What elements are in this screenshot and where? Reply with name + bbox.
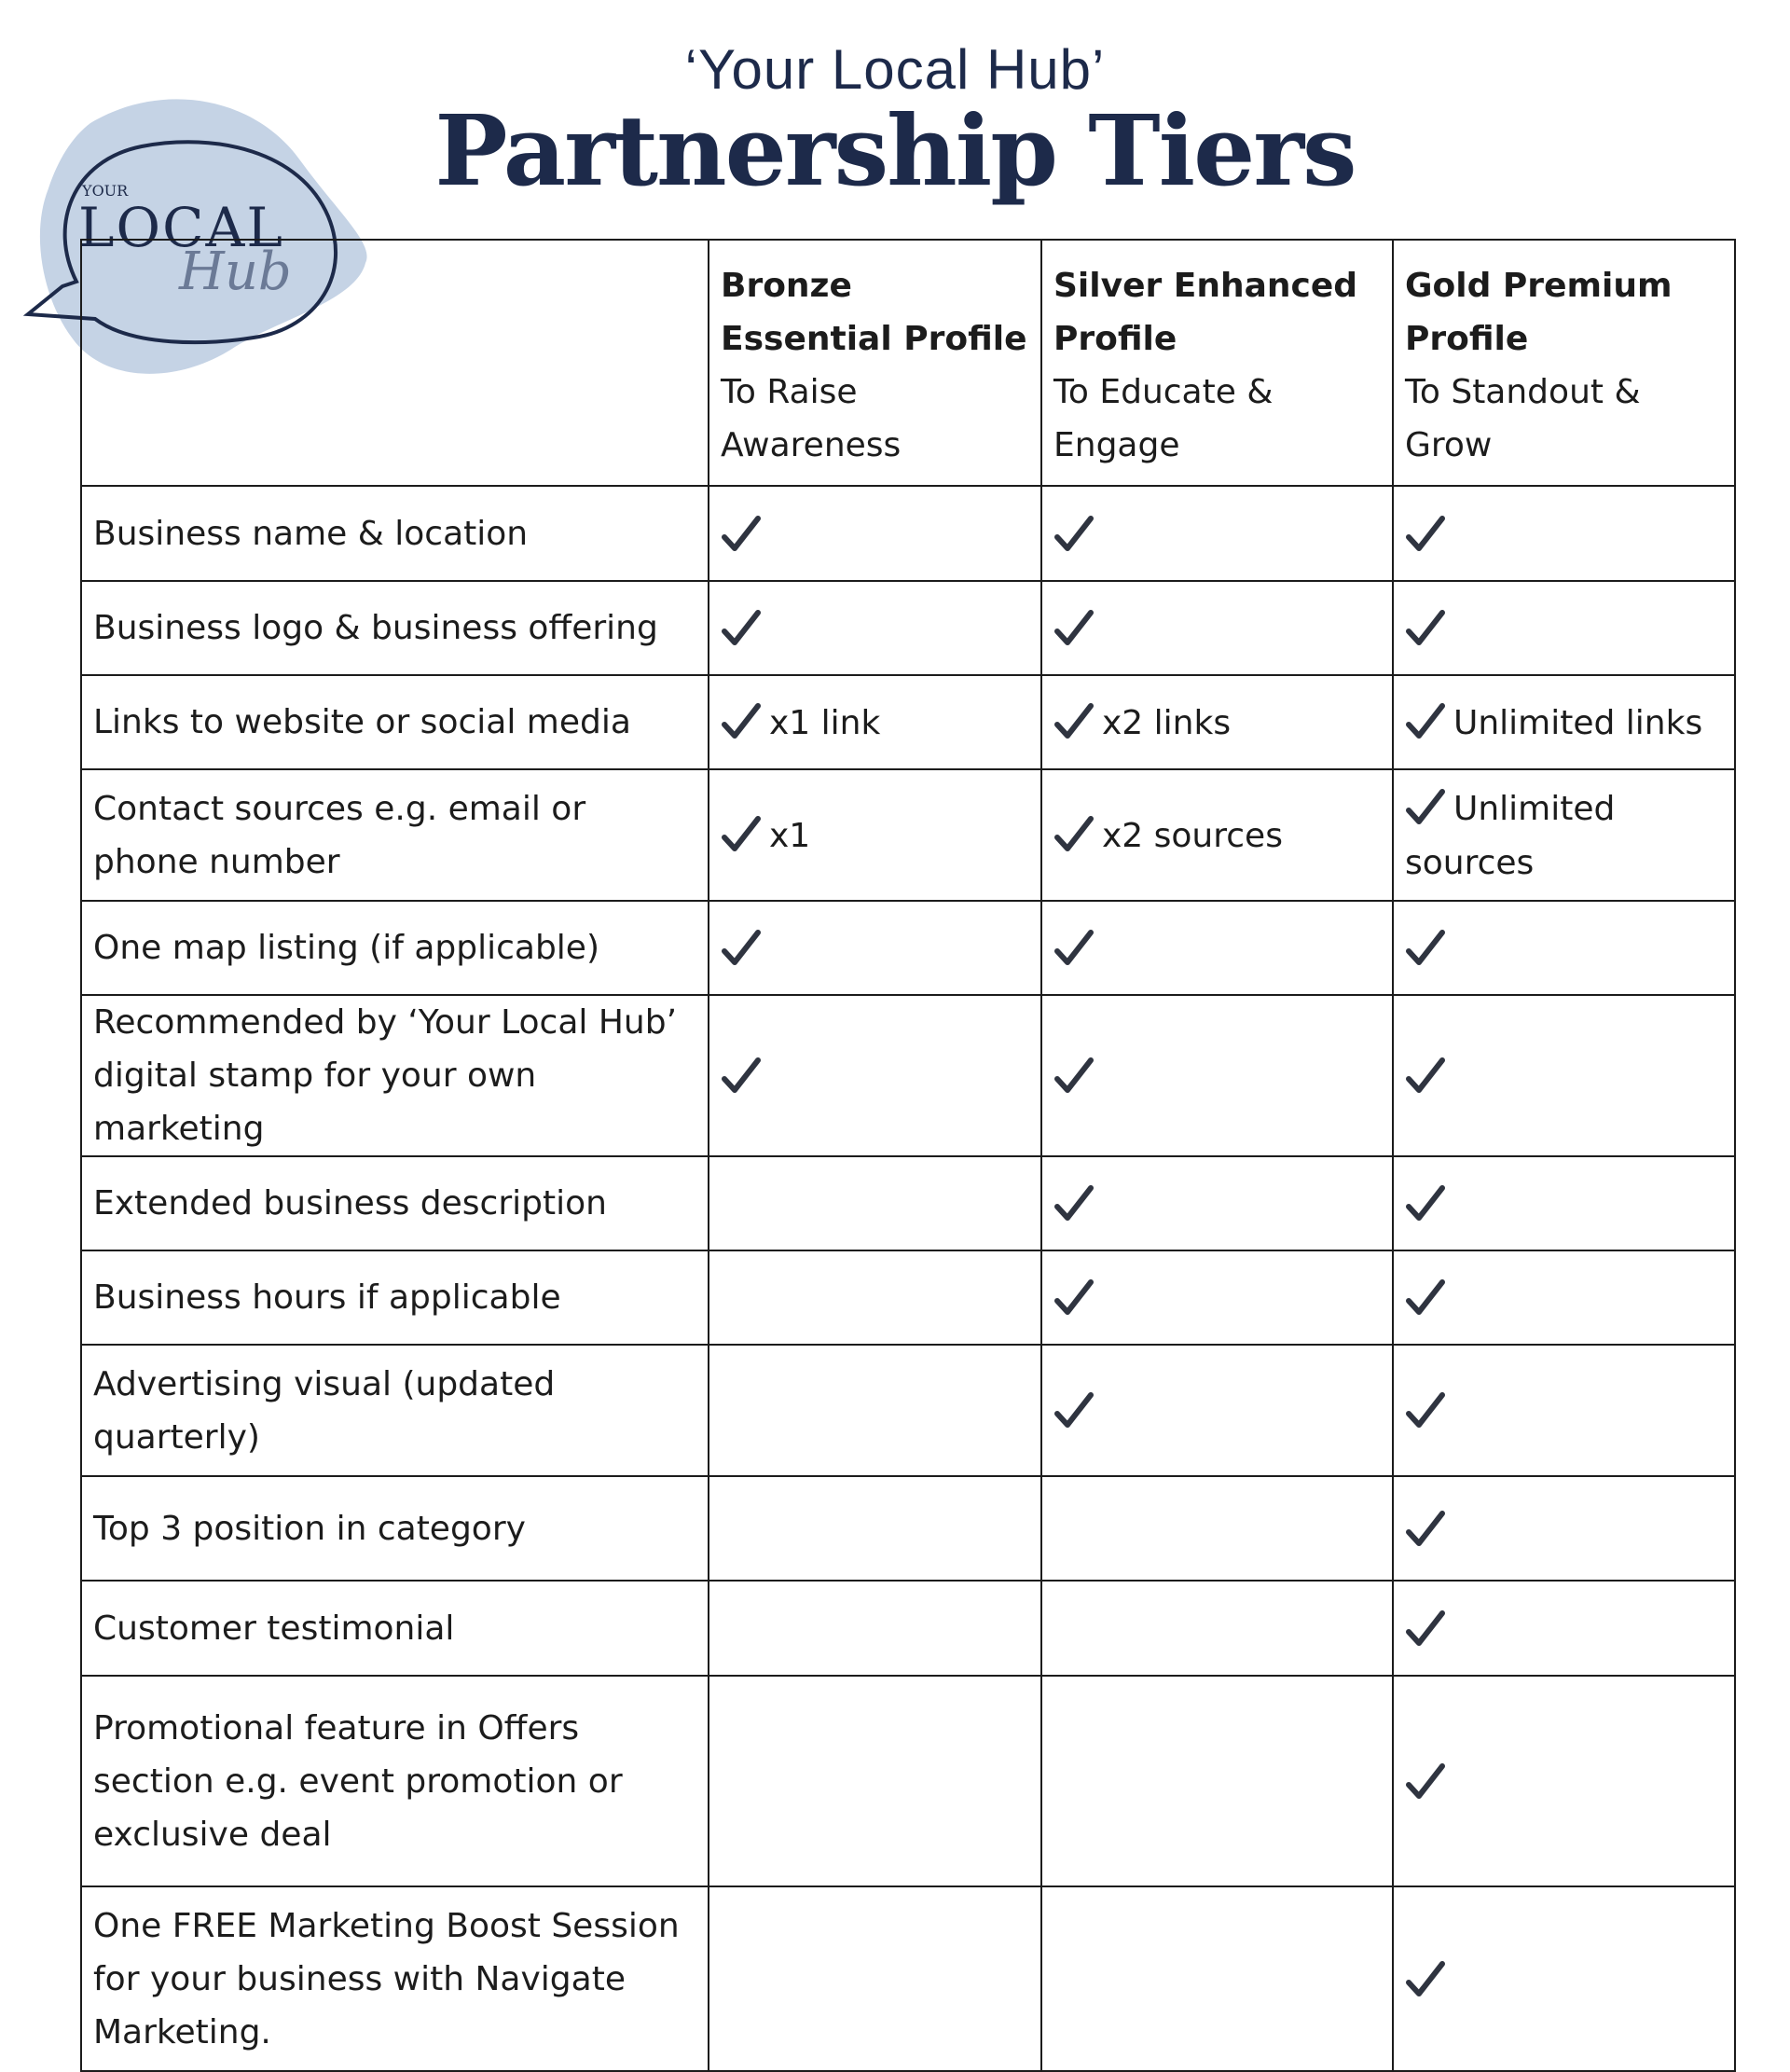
tier-goal: To Raise Awareness — [721, 373, 902, 464]
table-header-row — [81, 240, 1735, 486]
table-row — [81, 1156, 1735, 1250]
feature-cell: Top 3 position in category — [81, 1476, 709, 1581]
table-row — [81, 1345, 1735, 1476]
feature-cell: Extended business description — [81, 1156, 709, 1250]
table-row — [81, 769, 1735, 901]
tier-goal: To Standout & Grow — [1405, 373, 1641, 464]
check-icon — [1405, 1184, 1446, 1225]
tier-name: Bronze Essential Profile — [721, 267, 1027, 358]
table-row — [81, 1581, 1735, 1676]
table-row — [81, 486, 1735, 581]
tier-cell — [1393, 1345, 1735, 1476]
check-icon — [721, 929, 762, 970]
feature-cell: Business name & location — [81, 486, 709, 581]
tier-cell — [1393, 675, 1735, 769]
tier-goal: To Educate & Engage — [1053, 373, 1274, 464]
tier-cell — [709, 675, 1041, 769]
tier-cell — [1393, 581, 1735, 675]
check-icon — [1405, 1057, 1446, 1098]
tier-cell — [1393, 486, 1735, 581]
tier-cell — [1393, 901, 1735, 995]
tier-cell — [1041, 581, 1393, 675]
tier-cell — [709, 1886, 1041, 2071]
feature-cell: Links to website or social media — [81, 675, 709, 769]
tier-cell — [709, 1476, 1041, 1581]
tier-cell — [1041, 995, 1393, 1156]
table-row — [81, 675, 1735, 769]
logo-script-text: Hub — [179, 242, 292, 302]
partnership-tiers-table — [80, 239, 1736, 2072]
tier-cell — [709, 1676, 1041, 1886]
table-row — [81, 1886, 1735, 2071]
tier-cell — [1041, 1581, 1393, 1676]
tier-cell — [709, 1345, 1041, 1476]
check-icon — [1405, 1278, 1446, 1319]
tier-cell — [1393, 1250, 1735, 1345]
feature-cell: Advertising visual (updated quarterly) — [81, 1345, 709, 1476]
check-icon — [1405, 1391, 1446, 1432]
table-row — [81, 995, 1735, 1156]
tier-cell — [709, 1156, 1041, 1250]
tier-header-gold — [1393, 240, 1735, 486]
check-icon — [1053, 1391, 1095, 1432]
check-icon — [1053, 609, 1095, 650]
tier-cell — [1041, 1250, 1393, 1345]
check-icon — [1053, 1278, 1095, 1319]
table-row — [81, 1476, 1735, 1581]
tier-cell — [1041, 675, 1393, 769]
tier-cell — [709, 486, 1041, 581]
tier-cell — [1041, 769, 1393, 901]
check-icon — [1053, 1184, 1095, 1225]
feature-cell: Promotional feature in Offers section e.g. event promotion or exclusive deal — [81, 1676, 709, 1886]
check-icon — [721, 702, 762, 743]
tier-name: Gold Premium Profile — [1405, 267, 1673, 358]
check-icon — [1405, 1960, 1446, 2001]
table-body — [81, 486, 1735, 2071]
check-icon — [1053, 702, 1095, 743]
table-row — [81, 1676, 1735, 1886]
tier-cell — [1041, 486, 1393, 581]
check-icon — [721, 1057, 762, 1098]
check-icon — [1053, 515, 1095, 556]
feature-header-cell — [81, 240, 709, 486]
tier-note: x2 links — [1102, 703, 1232, 742]
tier-cell — [709, 901, 1041, 995]
tier-cell — [709, 769, 1041, 901]
tier-cell — [709, 581, 1041, 675]
check-icon — [1053, 1057, 1095, 1098]
tier-cell — [1041, 1676, 1393, 1886]
tier-cell — [1041, 1476, 1393, 1581]
check-icon — [1405, 515, 1446, 556]
tier-cell — [1393, 1581, 1735, 1676]
tier-cell — [1393, 1676, 1735, 1886]
table-row — [81, 581, 1735, 675]
tier-name: Silver Enhanced Profile — [1053, 267, 1358, 358]
feature-cell: One map listing (if applicable) — [81, 901, 709, 995]
check-icon — [721, 815, 762, 856]
check-icon — [721, 609, 762, 650]
check-icon — [1053, 929, 1095, 970]
check-icon — [1405, 1762, 1446, 1803]
feature-cell: Business hours if applicable — [81, 1250, 709, 1345]
tier-cell — [1041, 1156, 1393, 1250]
feature-cell: Business logo & business offering — [81, 581, 709, 675]
tier-cell — [709, 1250, 1041, 1345]
feature-cell: Recommended by ‘Your Local Hub’ digital stamp for your own marketing — [81, 995, 709, 1156]
tier-cell — [709, 995, 1041, 1156]
feature-cell: One FREE Marketing Boost Session for your business with Navigate Marketing. — [81, 1886, 709, 2071]
tier-cell — [709, 1581, 1041, 1676]
tier-header-silver — [1041, 240, 1393, 486]
tier-note: Unlimited links — [1453, 703, 1703, 742]
check-icon — [1405, 1510, 1446, 1551]
tier-note: x1 — [769, 816, 811, 855]
tier-cell — [1393, 1886, 1735, 2071]
check-icon — [1405, 609, 1446, 650]
tier-cell — [1393, 1156, 1735, 1250]
check-icon — [1405, 929, 1446, 970]
check-icon — [1405, 1609, 1446, 1651]
page-subtitle: ‘Your Local Hub’ — [684, 38, 1106, 101]
feature-cell: Customer testimonial — [81, 1581, 709, 1676]
page-title: Partnership Tiers — [434, 93, 1356, 208]
logo-top-text: YOUR — [82, 182, 129, 200]
tier-cell — [1041, 1345, 1393, 1476]
logo-main-text: LOCAL — [78, 196, 284, 259]
tier-cell — [1393, 995, 1735, 1156]
tier-cell — [1393, 769, 1735, 901]
check-icon — [1405, 788, 1446, 829]
tier-note: x1 link — [769, 703, 881, 742]
tier-cell — [1041, 901, 1393, 995]
check-icon — [721, 515, 762, 556]
tier-note: x2 sources — [1102, 816, 1283, 855]
check-icon — [1405, 702, 1446, 743]
tier-cell — [1393, 1476, 1735, 1581]
tier-note: Unlimited sources — [1405, 789, 1616, 882]
tier-header-bronze — [709, 240, 1041, 486]
tier-cell — [1041, 1886, 1393, 2071]
check-icon — [1053, 815, 1095, 856]
table-row — [81, 901, 1735, 995]
feature-cell: Contact sources e.g. email or phone number — [81, 769, 709, 901]
table-row — [81, 1250, 1735, 1345]
